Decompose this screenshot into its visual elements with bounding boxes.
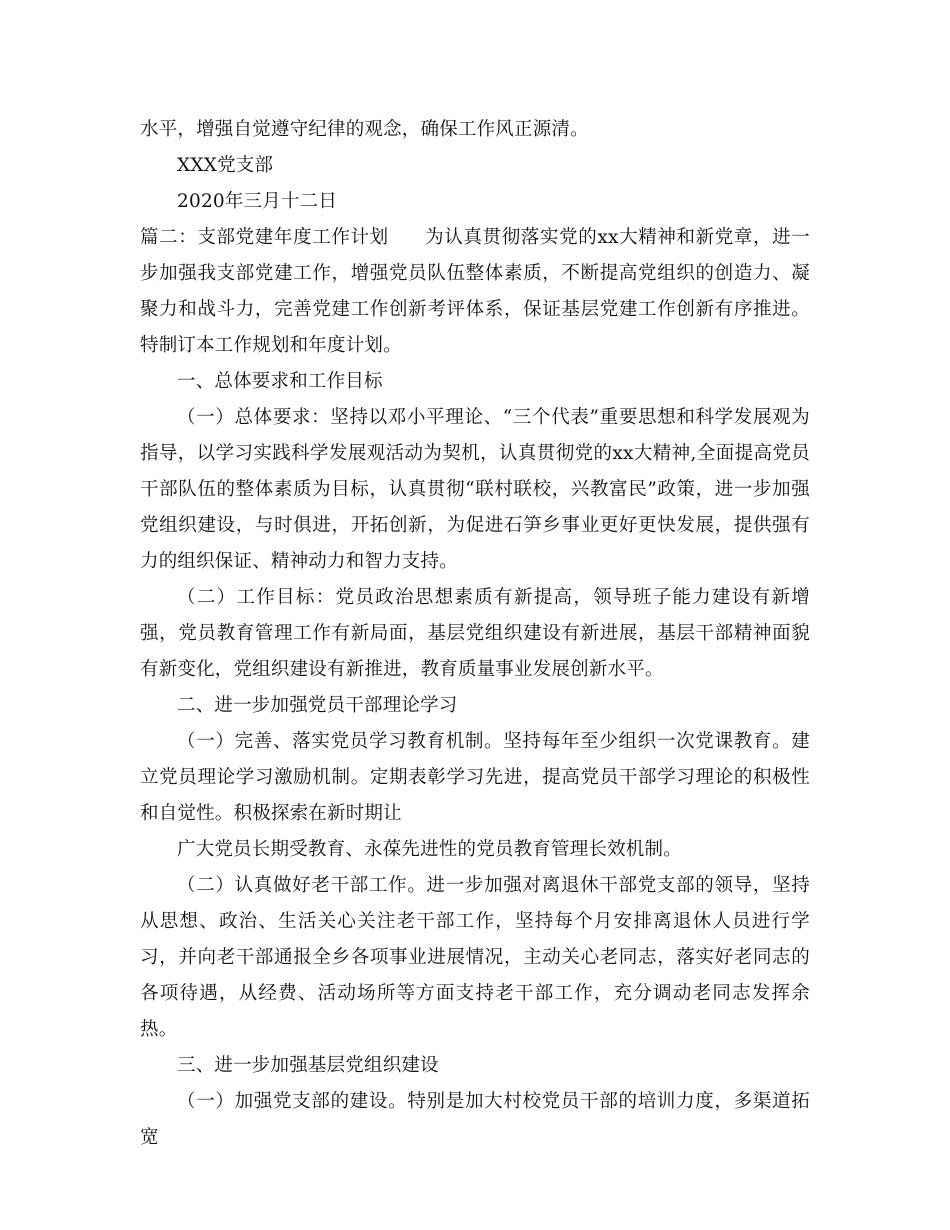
paragraph-study-mechanism: （一）完善、落实党员学习教育机制。坚持每年至少组织一次党课教育。建立党员理论学习激励机制。定期表彰学习先进，提高党员干部学习理论的积极性和自觉性。积极探索在新时期让 — [140, 731, 810, 824]
paragraph-general-requirements: （一）总体要求：坚持以邓小平理论、“三个代表”重要思想和科学发展观为指导，以学习实践科学发展观活动为契机，认真贯彻党的xx大精神,全面提高党员干部队伍的整体素质为目标，认真贯彻“联村联校，兴教富民”政策，进一步加强党组织建设，与时俱进，开拓创新，为促进石笋乡事业更好更快发展，提供强有力的组织保证、精神动力和智力支持。 — [140, 407, 810, 572]
heading-1: 一、总体要求和工作目标 — [177, 371, 383, 392]
section-2-intro — [140, 220, 810, 364]
heading-2: 二、进一步加强党员干部理论学习 — [177, 695, 458, 716]
signature-date: 2020年三月十二日 — [177, 191, 338, 212]
paragraph-study-mechanism-cont: 广大党员长期受教育、永葆先进性的党员教育管理长效机制。 — [177, 839, 682, 860]
section-2-title: 篇二：支部党建年度工作计划 — [140, 227, 389, 248]
document-body — [140, 112, 810, 1156]
paragraph-branch-building: （一）加强党支部的建设。特别是加大村校党员干部的培训力度，多渠道拓宽 — [140, 1091, 810, 1148]
paragraph-retired-cadres: （二）认真做好老干部工作。进一步加强对离退休干部党支部的领导，坚持从思想、政治、生活关心关注老干部工作，坚持每个月安排离退休人员进行学习，并向老干部通报全乡各项事业进展情况，主动关心老同志，落实好老同志的各项待遇，从经费、活动场所等方面支持老干部工作，充分调动老同志发挥余热。 — [140, 875, 810, 1040]
heading-3: 三、进一步加强基层党组织建设 — [177, 1055, 439, 1076]
signature-org: XXX党支部 — [177, 155, 274, 176]
section-2-intro-text: 为认真贯彻落实党的xx大精神和新党章，进一步加强我支部党建工作，增强党员队伍整体素质，不断提高党组织的创造力、凝聚力和战斗力，完善党建工作创新考评体系，保证基层党建工作创新有序推进。特制订本工作规划和年度计划。 — [140, 227, 810, 356]
paragraph-1: 水平，增强自觉遵守纪律的观念，确保工作风正源清。 — [140, 119, 589, 140]
paragraph-work-goals: （二）工作目标：党员政治思想素质有新提高，领导班子能力建设有新增强，党员教育管理工作有新局面，基层党组织建设有新进展，基层干部精神面貌有新变化，党组织建设有新推进，教育质量事业发展创新水平。 — [140, 587, 810, 680]
